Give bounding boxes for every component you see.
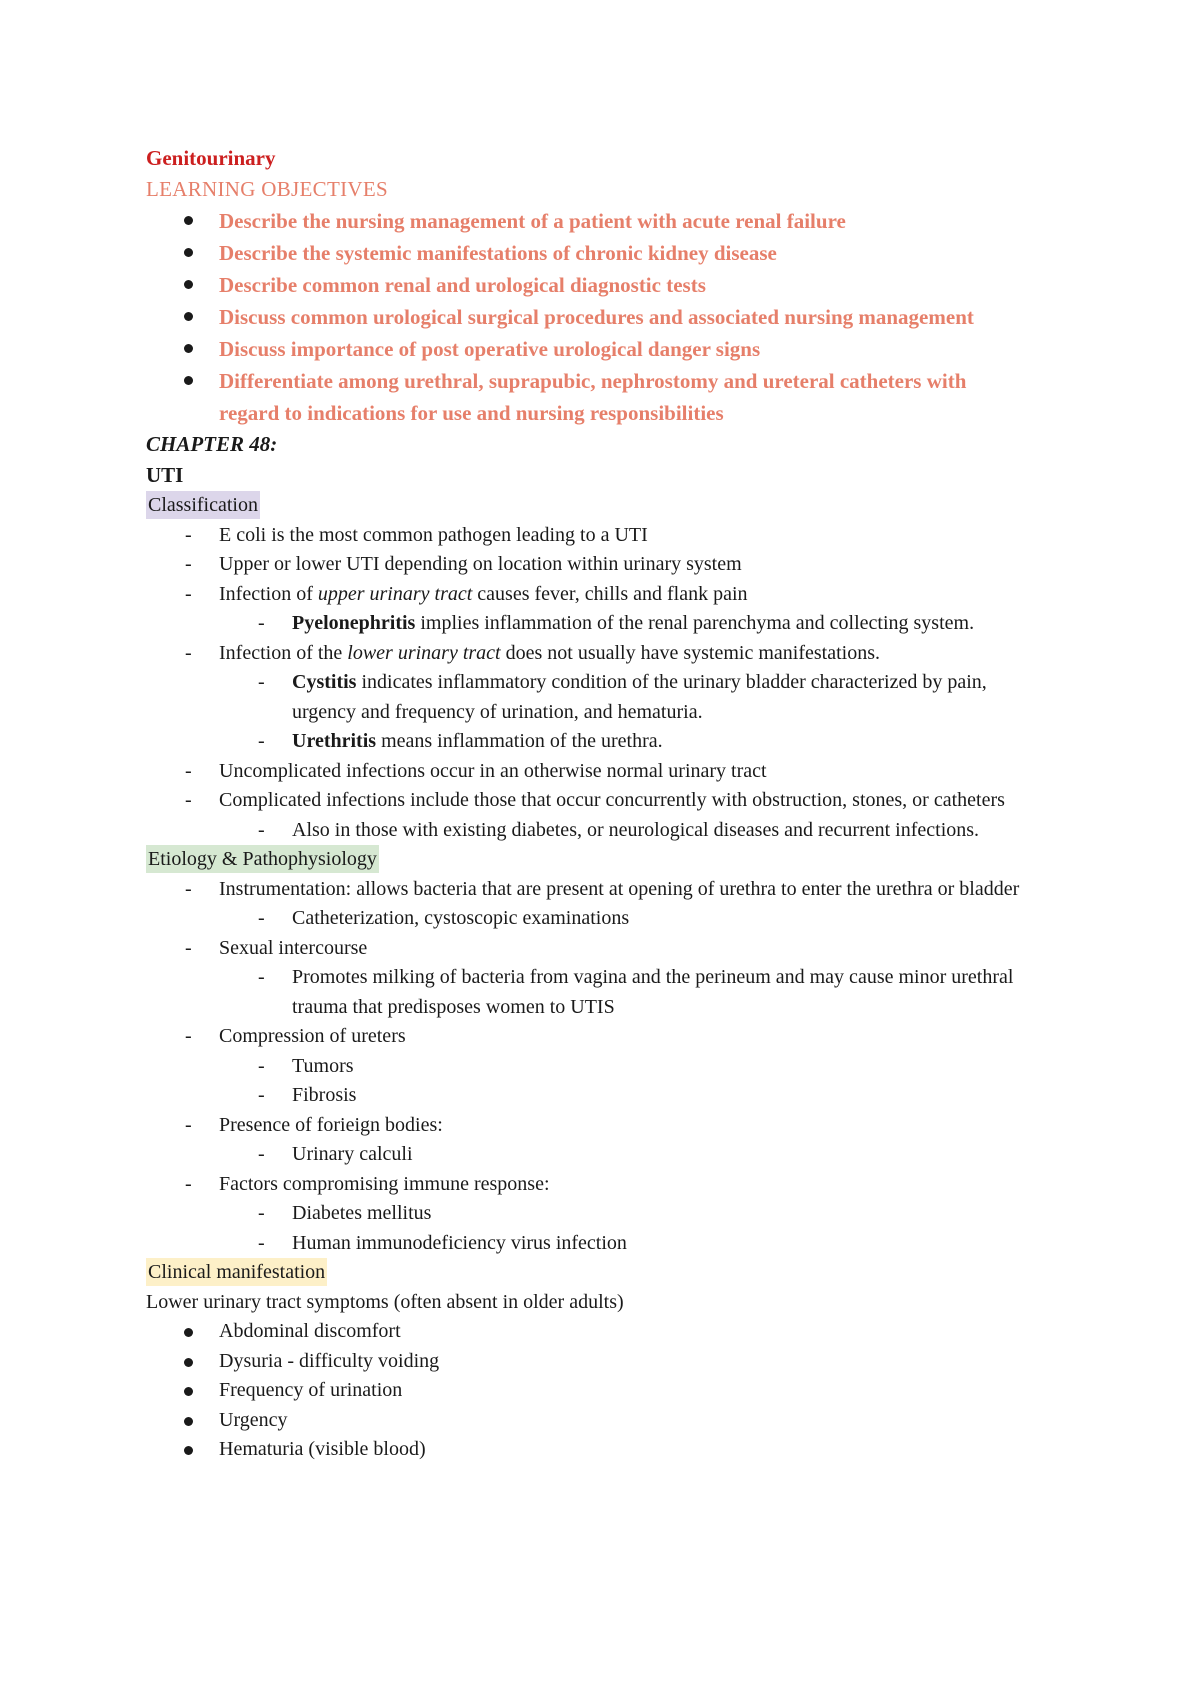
clinical-intro: Lower urinary tract symptoms (often absent in older adults): [146, 1290, 624, 1313]
item-text: causes fever, chills and flank pain: [472, 582, 748, 605]
dash-marker: -: [258, 907, 265, 929]
bullet-icon: [184, 216, 193, 225]
item-text: Uncomplicated infections occur in an otherwise normal urinary tract: [219, 759, 767, 782]
objective-item: [146, 365, 1019, 429]
symptom-text: Frequency of urination: [219, 1379, 403, 1401]
bullet-icon: [184, 1446, 193, 1455]
item-text: Human immunodeficiency virus infection: [292, 1231, 627, 1254]
item-text: Urinary calculi: [292, 1143, 413, 1165]
sub-list-item: [146, 1052, 1086, 1082]
bullet-icon: [184, 248, 193, 257]
symptom-item: [146, 1376, 1086, 1406]
bullet-icon: [184, 344, 193, 353]
etiology-section: [146, 845, 1086, 1258]
sub-list-item: [146, 727, 1086, 757]
dash-marker: -: [258, 1143, 265, 1165]
item-text: Sexual intercourse: [219, 936, 368, 959]
list-item: [146, 550, 1086, 580]
objective-item: [146, 333, 1086, 365]
dash-marker: -: [185, 523, 192, 546]
list-item: [146, 934, 1086, 964]
item-text: Infection of the: [219, 641, 348, 664]
symptom-text: Dysuria - difficulty voiding: [219, 1349, 440, 1372]
sub-list-item: [146, 1081, 1086, 1111]
objective-text: Describe the nursing management of a patient with acute renal failure: [219, 209, 846, 233]
item-text: indicates inflammatory condition of the urinary bladder characterized by pain, urgency and frequency of urination, and hematuria.: [292, 671, 987, 723]
symptom-item: [146, 1317, 1086, 1347]
objective-text: Describe common renal and urological diagnostic tests: [219, 273, 706, 297]
item-emphasis: lower urinary tract: [347, 641, 501, 664]
objectives-list: [146, 205, 1086, 429]
symptom-item: [146, 1406, 1086, 1436]
list-item: [146, 875, 1049, 905]
objective-item: [146, 269, 1086, 301]
symptom-item: [146, 1435, 1086, 1465]
objective-text: Differentiate among urethral, suprapubic, nephrostomy and ureteral catheters with regard to indications for use and nursing responsibilities: [219, 369, 967, 425]
bullet-icon: [184, 376, 193, 385]
item-text: Compression of ureters: [219, 1025, 406, 1047]
learning-objectives-heading: LEARNING OBJECTIVES: [146, 177, 388, 201]
objective-item: [146, 301, 979, 333]
dash-marker: -: [185, 582, 192, 605]
item-text: E coli is the most common pathogen leading to a UTI: [219, 523, 648, 546]
item-text: means inflammation of the urethra.: [376, 730, 663, 752]
bullet-icon: [184, 280, 193, 289]
dash-marker: -: [185, 553, 192, 575]
chapter-heading: CHAPTER 48:: [146, 432, 278, 456]
topic-heading: UTI: [146, 463, 184, 487]
sub-list-item: [146, 1199, 1086, 1229]
list-item: [146, 521, 1086, 551]
etiology-heading: Etiology & Pathophysiology: [146, 845, 379, 873]
objective-text: Discuss common urological surgical procedures and associated nursing management: [219, 305, 974, 329]
objective-item: [146, 205, 1086, 237]
item-text: Infection of: [219, 582, 318, 605]
dash-marker: -: [258, 1054, 265, 1077]
dash-marker: -: [258, 730, 265, 752]
item-text: Complicated infections include those that occur concurrently with obstruction, stones, or catheters: [219, 789, 1005, 811]
sub-list-item: [146, 904, 1086, 934]
term-bold: Pyelonephritis: [292, 612, 416, 634]
dash-marker: -: [258, 671, 265, 693]
dash-marker: -: [185, 936, 192, 959]
sub-list-item: [146, 1229, 1086, 1259]
item-text: Catheterization, cystoscopic examinations: [292, 907, 630, 929]
dash-marker: -: [258, 966, 265, 988]
list-item: [146, 1111, 1086, 1141]
bullet-icon: [184, 1387, 193, 1396]
list-item: [146, 1022, 1086, 1052]
dash-marker: -: [185, 789, 192, 811]
document-content: [146, 143, 1086, 1465]
sub-list-item: [146, 668, 1027, 727]
dash-marker: -: [258, 1202, 265, 1224]
dash-marker: -: [185, 1172, 192, 1195]
item-text: Diabetes mellitus: [292, 1202, 432, 1224]
dash-marker: -: [185, 1113, 192, 1136]
dash-marker: -: [185, 641, 192, 664]
list-item: [146, 757, 1086, 787]
clinical-heading: Clinical manifestation: [146, 1258, 327, 1286]
dash-marker: -: [258, 1084, 265, 1106]
item-text: Instrumentation: allows bacteria that are present at opening of urethra to enter the urethra or bladder: [219, 877, 1020, 900]
item-text: Upper or lower UTI depending on location within urinary system: [219, 553, 742, 575]
symptom-text: Urgency: [219, 1408, 288, 1431]
symptom-text: Abdominal discomfort: [219, 1320, 401, 1342]
list-item: [146, 580, 1086, 610]
sub-list-item: [146, 963, 1032, 1022]
dash-marker: -: [185, 877, 192, 900]
bullet-icon: [184, 1417, 193, 1426]
classification-heading: Classification: [146, 491, 260, 519]
item-text: implies inflammation of the renal parenchyma and collecting system.: [415, 612, 975, 634]
list-item: [146, 1170, 1086, 1200]
document-title: Genitourinary: [146, 146, 276, 170]
dash-marker: -: [258, 818, 265, 841]
classification-section: [146, 491, 1086, 845]
objective-item: [146, 237, 1086, 269]
bullet-icon: [184, 312, 193, 321]
bullet-icon: [184, 1328, 193, 1337]
bullet-icon: [184, 1358, 193, 1367]
sub-list-item: [146, 609, 1086, 639]
dash-marker: -: [185, 759, 192, 782]
sub-list-item: [146, 816, 1086, 846]
symptom-item: [146, 1347, 1086, 1377]
term-bold: Urethritis: [292, 730, 377, 752]
clinical-section: [146, 1258, 1086, 1465]
item-text: Factors compromising immune response:: [219, 1172, 550, 1195]
item-text: Tumors: [292, 1054, 354, 1077]
objective-text: Describe the systemic manifestations of chronic kidney disease: [219, 241, 777, 265]
item-emphasis: upper urinary tract: [317, 582, 473, 605]
list-item: [146, 786, 1029, 816]
item-text: Presence of forieign bodies:: [219, 1113, 443, 1136]
item-text: Fibrosis: [292, 1084, 357, 1106]
symptom-text: Hematuria (visible blood): [219, 1438, 426, 1460]
item-text: Promotes milking of bacteria from vagina and the perineum and may cause minor urethral trauma that predisposes women to UTIS: [292, 966, 1014, 1018]
dash-marker: -: [185, 1025, 192, 1047]
item-text: does not usually have systemic manifestations.: [500, 641, 880, 664]
list-item: [146, 639, 1086, 669]
item-text: Also in those with existing diabetes, or neurological diseases and recurrent infections.: [292, 818, 980, 841]
sub-list-item: [146, 1140, 1086, 1170]
dash-marker: -: [258, 612, 265, 634]
term-bold: Cystitis: [292, 671, 357, 693]
objective-text: Discuss importance of post operative urological danger signs: [219, 337, 761, 361]
dash-marker: -: [258, 1231, 265, 1254]
